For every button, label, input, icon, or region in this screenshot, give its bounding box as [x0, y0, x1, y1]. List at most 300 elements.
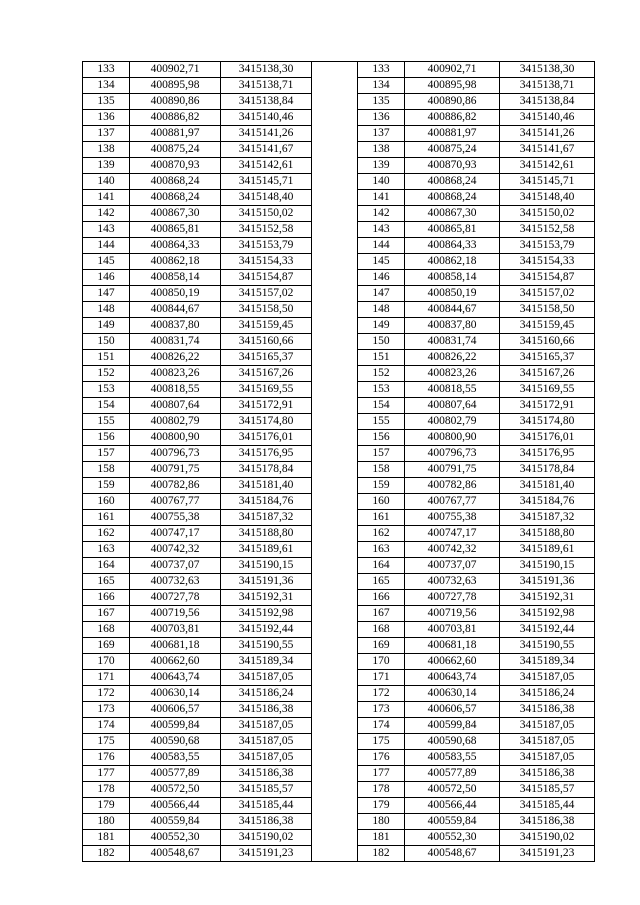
right-point-number-cell: 134 [358, 78, 405, 94]
left-x-coordinate-cell: 400583,55 [130, 750, 221, 766]
table-row [83, 782, 595, 798]
right-x-coordinate-cell: 400737,07 [405, 558, 500, 574]
table-row [83, 654, 595, 670]
right-y-coordinate-cell: 3415188,80 [500, 526, 595, 542]
right-point-number-cell: 165 [358, 574, 405, 590]
right-point-number-cell: 136 [358, 110, 405, 126]
column-gap [312, 494, 358, 510]
right-y-coordinate-cell: 3415191,36 [500, 574, 595, 590]
left-point-number-cell: 154 [83, 398, 130, 414]
column-gap [312, 846, 358, 862]
left-point-number-cell: 168 [83, 622, 130, 638]
left-point-number-cell: 163 [83, 542, 130, 558]
right-y-coordinate-cell: 3415191,23 [500, 846, 595, 862]
right-point-number-cell: 144 [358, 238, 405, 254]
right-x-coordinate-cell: 400548,67 [405, 846, 500, 862]
column-gap [312, 750, 358, 766]
table-row [83, 206, 595, 222]
right-x-coordinate-cell: 400791,75 [405, 462, 500, 478]
left-point-number-cell: 142 [83, 206, 130, 222]
right-y-coordinate-cell: 3415186,38 [500, 702, 595, 718]
table-row [83, 126, 595, 142]
right-y-coordinate-cell: 3415181,40 [500, 478, 595, 494]
left-y-coordinate-cell: 3415184,76 [221, 494, 312, 510]
right-y-coordinate-cell: 3415185,44 [500, 798, 595, 814]
table-row [83, 686, 595, 702]
right-point-number-cell: 160 [358, 494, 405, 510]
right-y-coordinate-cell: 3415140,46 [500, 110, 595, 126]
left-point-number-cell: 159 [83, 478, 130, 494]
left-y-coordinate-cell: 3415178,84 [221, 462, 312, 478]
right-y-coordinate-cell: 3415192,98 [500, 606, 595, 622]
right-point-number-cell: 170 [358, 654, 405, 670]
right-y-coordinate-cell: 3415176,95 [500, 446, 595, 462]
left-x-coordinate-cell: 400767,77 [130, 494, 221, 510]
right-point-number-cell: 167 [358, 606, 405, 622]
left-x-coordinate-cell: 400831,74 [130, 334, 221, 350]
right-point-number-cell: 149 [358, 318, 405, 334]
column-gap [312, 318, 358, 334]
left-y-coordinate-cell: 3415190,02 [221, 830, 312, 846]
right-point-number-cell: 157 [358, 446, 405, 462]
left-y-coordinate-cell: 3415138,30 [221, 62, 312, 78]
table-row [83, 750, 595, 766]
table-row [83, 446, 595, 462]
right-y-coordinate-cell: 3415154,87 [500, 270, 595, 286]
right-y-coordinate-cell: 3415178,84 [500, 462, 595, 478]
left-x-coordinate-cell: 400886,82 [130, 110, 221, 126]
right-x-coordinate-cell: 400559,84 [405, 814, 500, 830]
left-x-coordinate-cell: 400862,18 [130, 254, 221, 270]
left-y-coordinate-cell: 3415190,55 [221, 638, 312, 654]
left-point-number-cell: 166 [83, 590, 130, 606]
right-point-number-cell: 163 [358, 542, 405, 558]
left-point-number-cell: 181 [83, 830, 130, 846]
table-row [83, 542, 595, 558]
column-gap [312, 558, 358, 574]
left-x-coordinate-cell: 400681,18 [130, 638, 221, 654]
left-y-coordinate-cell: 3415148,40 [221, 190, 312, 206]
right-point-number-cell: 182 [358, 846, 405, 862]
left-point-number-cell: 169 [83, 638, 130, 654]
left-x-coordinate-cell: 400552,30 [130, 830, 221, 846]
left-y-coordinate-cell: 3415142,61 [221, 158, 312, 174]
left-x-coordinate-cell: 400566,44 [130, 798, 221, 814]
right-point-number-cell: 148 [358, 302, 405, 318]
table-row [83, 366, 595, 382]
left-y-coordinate-cell: 3415186,38 [221, 766, 312, 782]
column-gap [312, 798, 358, 814]
right-x-coordinate-cell: 400577,89 [405, 766, 500, 782]
right-point-number-cell: 142 [358, 206, 405, 222]
left-y-coordinate-cell: 3415174,80 [221, 414, 312, 430]
left-point-number-cell: 157 [83, 446, 130, 462]
column-gap [312, 590, 358, 606]
left-point-number-cell: 150 [83, 334, 130, 350]
column-gap [312, 478, 358, 494]
left-y-coordinate-cell: 3415138,71 [221, 78, 312, 94]
left-point-number-cell: 135 [83, 94, 130, 110]
table-row [83, 718, 595, 734]
right-point-number-cell: 150 [358, 334, 405, 350]
table-row [83, 318, 595, 334]
right-point-number-cell: 147 [358, 286, 405, 302]
table-row [83, 526, 595, 542]
right-point-number-cell: 137 [358, 126, 405, 142]
right-point-number-cell: 152 [358, 366, 405, 382]
right-y-coordinate-cell: 3415138,71 [500, 78, 595, 94]
left-x-coordinate-cell: 400868,24 [130, 174, 221, 190]
right-y-coordinate-cell: 3415192,31 [500, 590, 595, 606]
right-x-coordinate-cell: 400643,74 [405, 670, 500, 686]
right-x-coordinate-cell: 400826,22 [405, 350, 500, 366]
right-x-coordinate-cell: 400572,50 [405, 782, 500, 798]
right-x-coordinate-cell: 400606,57 [405, 702, 500, 718]
table-row [83, 78, 595, 94]
column-gap [312, 382, 358, 398]
left-point-number-cell: 153 [83, 382, 130, 398]
right-y-coordinate-cell: 3415176,01 [500, 430, 595, 446]
right-y-coordinate-cell: 3415190,02 [500, 830, 595, 846]
right-y-coordinate-cell: 3415138,30 [500, 62, 595, 78]
table-row [83, 558, 595, 574]
column-gap [312, 830, 358, 846]
right-y-coordinate-cell: 3415189,61 [500, 542, 595, 558]
column-gap [312, 638, 358, 654]
right-x-coordinate-cell: 400732,63 [405, 574, 500, 590]
left-x-coordinate-cell: 400865,81 [130, 222, 221, 238]
left-x-coordinate-cell: 400890,86 [130, 94, 221, 110]
table-row [83, 414, 595, 430]
table-row [83, 238, 595, 254]
left-y-coordinate-cell: 3415186,38 [221, 814, 312, 830]
table-row [83, 606, 595, 622]
column-gap [312, 574, 358, 590]
table-row [83, 670, 595, 686]
left-point-number-cell: 164 [83, 558, 130, 574]
left-y-coordinate-cell: 3415165,37 [221, 350, 312, 366]
left-x-coordinate-cell: 400881,97 [130, 126, 221, 142]
right-y-coordinate-cell: 3415186,24 [500, 686, 595, 702]
table-row [83, 638, 595, 654]
right-x-coordinate-cell: 400662,60 [405, 654, 500, 670]
right-x-coordinate-cell: 400747,17 [405, 526, 500, 542]
column-gap [312, 446, 358, 462]
right-x-coordinate-cell: 400802,79 [405, 414, 500, 430]
right-y-coordinate-cell: 3415167,26 [500, 366, 595, 382]
right-point-number-cell: 158 [358, 462, 405, 478]
table-row [83, 478, 595, 494]
left-y-coordinate-cell: 3415141,67 [221, 142, 312, 158]
left-y-coordinate-cell: 3415167,26 [221, 366, 312, 382]
table-row [83, 846, 595, 862]
left-y-coordinate-cell: 3415157,02 [221, 286, 312, 302]
table-row [83, 190, 595, 206]
right-x-coordinate-cell: 400864,33 [405, 238, 500, 254]
right-x-coordinate-cell: 400868,24 [405, 174, 500, 190]
right-point-number-cell: 164 [358, 558, 405, 574]
right-point-number-cell: 171 [358, 670, 405, 686]
left-point-number-cell: 156 [83, 430, 130, 446]
right-x-coordinate-cell: 400844,67 [405, 302, 500, 318]
left-x-coordinate-cell: 400630,14 [130, 686, 221, 702]
table-row [83, 462, 595, 478]
left-point-number-cell: 176 [83, 750, 130, 766]
left-y-coordinate-cell: 3415189,61 [221, 542, 312, 558]
left-x-coordinate-cell: 400826,22 [130, 350, 221, 366]
right-y-coordinate-cell: 3415160,66 [500, 334, 595, 350]
left-y-coordinate-cell: 3415192,31 [221, 590, 312, 606]
right-x-coordinate-cell: 400800,90 [405, 430, 500, 446]
left-point-number-cell: 171 [83, 670, 130, 686]
column-gap [312, 654, 358, 670]
left-x-coordinate-cell: 400823,26 [130, 366, 221, 382]
left-y-coordinate-cell: 3415153,79 [221, 238, 312, 254]
left-y-coordinate-cell: 3415189,34 [221, 654, 312, 670]
right-y-coordinate-cell: 3415187,05 [500, 750, 595, 766]
table-row [83, 574, 595, 590]
left-x-coordinate-cell: 400875,24 [130, 142, 221, 158]
right-point-number-cell: 143 [358, 222, 405, 238]
right-x-coordinate-cell: 400818,55 [405, 382, 500, 398]
coordinates-table [82, 61, 595, 862]
left-y-coordinate-cell: 3415186,24 [221, 686, 312, 702]
right-y-coordinate-cell: 3415186,38 [500, 766, 595, 782]
left-point-number-cell: 139 [83, 158, 130, 174]
column-gap [312, 606, 358, 622]
right-x-coordinate-cell: 400902,71 [405, 62, 500, 78]
left-y-coordinate-cell: 3415187,05 [221, 670, 312, 686]
left-y-coordinate-cell: 3415187,32 [221, 510, 312, 526]
left-x-coordinate-cell: 400577,89 [130, 766, 221, 782]
right-x-coordinate-cell: 400755,38 [405, 510, 500, 526]
table-row [83, 430, 595, 446]
left-point-number-cell: 158 [83, 462, 130, 478]
left-x-coordinate-cell: 400643,74 [130, 670, 221, 686]
left-point-number-cell: 160 [83, 494, 130, 510]
left-point-number-cell: 147 [83, 286, 130, 302]
right-y-coordinate-cell: 3415150,02 [500, 206, 595, 222]
left-point-number-cell: 180 [83, 814, 130, 830]
column-gap [312, 622, 358, 638]
table-row [83, 510, 595, 526]
left-x-coordinate-cell: 400548,67 [130, 846, 221, 862]
right-y-coordinate-cell: 3415158,50 [500, 302, 595, 318]
column-gap [312, 702, 358, 718]
column-gap [312, 158, 358, 174]
left-y-coordinate-cell: 3415188,80 [221, 526, 312, 542]
right-y-coordinate-cell: 3415184,76 [500, 494, 595, 510]
table-row [83, 94, 595, 110]
column-gap [312, 174, 358, 190]
left-x-coordinate-cell: 400559,84 [130, 814, 221, 830]
column-gap [312, 94, 358, 110]
left-point-number-cell: 145 [83, 254, 130, 270]
left-point-number-cell: 170 [83, 654, 130, 670]
left-x-coordinate-cell: 400737,07 [130, 558, 221, 574]
left-point-number-cell: 177 [83, 766, 130, 782]
table-row [83, 142, 595, 158]
right-x-coordinate-cell: 400823,26 [405, 366, 500, 382]
column-gap [312, 766, 358, 782]
column-gap [312, 142, 358, 158]
right-point-number-cell: 168 [358, 622, 405, 638]
right-y-coordinate-cell: 3415185,57 [500, 782, 595, 798]
right-y-coordinate-cell: 3415187,05 [500, 718, 595, 734]
right-point-number-cell: 177 [358, 766, 405, 782]
right-point-number-cell: 169 [358, 638, 405, 654]
left-y-coordinate-cell: 3415140,46 [221, 110, 312, 126]
right-y-coordinate-cell: 3415192,44 [500, 622, 595, 638]
column-gap [312, 526, 358, 542]
right-y-coordinate-cell: 3415159,45 [500, 318, 595, 334]
right-x-coordinate-cell: 400850,19 [405, 286, 500, 302]
table-row [83, 254, 595, 270]
left-point-number-cell: 151 [83, 350, 130, 366]
table-row [83, 270, 595, 286]
right-x-coordinate-cell: 400767,77 [405, 494, 500, 510]
column-gap [312, 302, 358, 318]
left-y-coordinate-cell: 3415186,38 [221, 702, 312, 718]
left-point-number-cell: 173 [83, 702, 130, 718]
left-point-number-cell: 165 [83, 574, 130, 590]
left-y-coordinate-cell: 3415160,66 [221, 334, 312, 350]
column-gap [312, 718, 358, 734]
right-x-coordinate-cell: 400831,74 [405, 334, 500, 350]
column-gap [312, 62, 358, 78]
left-point-number-cell: 134 [83, 78, 130, 94]
left-x-coordinate-cell: 400590,68 [130, 734, 221, 750]
table-row [83, 174, 595, 190]
right-point-number-cell: 133 [358, 62, 405, 78]
left-y-coordinate-cell: 3415192,98 [221, 606, 312, 622]
right-y-coordinate-cell: 3415153,79 [500, 238, 595, 254]
right-point-number-cell: 174 [358, 718, 405, 734]
left-x-coordinate-cell: 400719,56 [130, 606, 221, 622]
right-point-number-cell: 139 [358, 158, 405, 174]
right-y-coordinate-cell: 3415141,67 [500, 142, 595, 158]
left-point-number-cell: 136 [83, 110, 130, 126]
right-y-coordinate-cell: 3415187,05 [500, 734, 595, 750]
right-y-coordinate-cell: 3415145,71 [500, 174, 595, 190]
column-gap [312, 462, 358, 478]
right-point-number-cell: 146 [358, 270, 405, 286]
left-y-coordinate-cell: 3415187,05 [221, 734, 312, 750]
right-point-number-cell: 172 [358, 686, 405, 702]
column-gap [312, 686, 358, 702]
left-y-coordinate-cell: 3415190,15 [221, 558, 312, 574]
column-gap [312, 78, 358, 94]
right-point-number-cell: 161 [358, 510, 405, 526]
right-x-coordinate-cell: 400703,81 [405, 622, 500, 638]
left-y-coordinate-cell: 3415154,87 [221, 270, 312, 286]
left-x-coordinate-cell: 400800,90 [130, 430, 221, 446]
right-point-number-cell: 138 [358, 142, 405, 158]
right-x-coordinate-cell: 400867,30 [405, 206, 500, 222]
column-gap [312, 782, 358, 798]
left-y-coordinate-cell: 3415185,44 [221, 798, 312, 814]
column-gap [312, 414, 358, 430]
column-gap [312, 222, 358, 238]
left-y-coordinate-cell: 3415176,01 [221, 430, 312, 446]
right-y-coordinate-cell: 3415172,91 [500, 398, 595, 414]
left-x-coordinate-cell: 400727,78 [130, 590, 221, 606]
left-y-coordinate-cell: 3415176,95 [221, 446, 312, 462]
left-y-coordinate-cell: 3415169,55 [221, 382, 312, 398]
right-x-coordinate-cell: 400630,14 [405, 686, 500, 702]
table-row [83, 382, 595, 398]
left-y-coordinate-cell: 3415187,05 [221, 750, 312, 766]
column-gap [312, 286, 358, 302]
right-x-coordinate-cell: 400890,86 [405, 94, 500, 110]
right-point-number-cell: 156 [358, 430, 405, 446]
left-x-coordinate-cell: 400837,80 [130, 318, 221, 334]
left-point-number-cell: 167 [83, 606, 130, 622]
left-point-number-cell: 155 [83, 414, 130, 430]
left-x-coordinate-cell: 400662,60 [130, 654, 221, 670]
table-row [83, 494, 595, 510]
left-x-coordinate-cell: 400747,17 [130, 526, 221, 542]
table-row [83, 814, 595, 830]
right-x-coordinate-cell: 400782,86 [405, 478, 500, 494]
right-point-number-cell: 181 [358, 830, 405, 846]
left-point-number-cell: 178 [83, 782, 130, 798]
right-point-number-cell: 159 [358, 478, 405, 494]
left-x-coordinate-cell: 400791,75 [130, 462, 221, 478]
right-y-coordinate-cell: 3415141,26 [500, 126, 595, 142]
right-x-coordinate-cell: 400881,97 [405, 126, 500, 142]
right-y-coordinate-cell: 3415169,55 [500, 382, 595, 398]
column-gap [312, 334, 358, 350]
table-row [83, 734, 595, 750]
left-point-number-cell: 137 [83, 126, 130, 142]
left-y-coordinate-cell: 3415192,44 [221, 622, 312, 638]
left-x-coordinate-cell: 400844,67 [130, 302, 221, 318]
left-x-coordinate-cell: 400796,73 [130, 446, 221, 462]
right-point-number-cell: 155 [358, 414, 405, 430]
column-gap [312, 110, 358, 126]
left-y-coordinate-cell: 3415181,40 [221, 478, 312, 494]
right-y-coordinate-cell: 3415142,61 [500, 158, 595, 174]
right-x-coordinate-cell: 400886,82 [405, 110, 500, 126]
left-point-number-cell: 152 [83, 366, 130, 382]
left-x-coordinate-cell: 400864,33 [130, 238, 221, 254]
left-point-number-cell: 138 [83, 142, 130, 158]
column-gap [312, 270, 358, 286]
table-row [83, 286, 595, 302]
left-x-coordinate-cell: 400868,24 [130, 190, 221, 206]
right-point-number-cell: 153 [358, 382, 405, 398]
right-y-coordinate-cell: 3415154,33 [500, 254, 595, 270]
table-row [83, 222, 595, 238]
right-point-number-cell: 141 [358, 190, 405, 206]
right-x-coordinate-cell: 400862,18 [405, 254, 500, 270]
left-y-coordinate-cell: 3415191,36 [221, 574, 312, 590]
left-point-number-cell: 140 [83, 174, 130, 190]
table-row [83, 622, 595, 638]
right-x-coordinate-cell: 400875,24 [405, 142, 500, 158]
right-x-coordinate-cell: 400807,64 [405, 398, 500, 414]
column-gap [312, 398, 358, 414]
left-y-coordinate-cell: 3415191,23 [221, 846, 312, 862]
right-y-coordinate-cell: 3415187,32 [500, 510, 595, 526]
column-gap [312, 366, 358, 382]
right-point-number-cell: 179 [358, 798, 405, 814]
left-point-number-cell: 141 [83, 190, 130, 206]
left-point-number-cell: 179 [83, 798, 130, 814]
column-gap [312, 126, 358, 142]
column-gap [312, 670, 358, 686]
